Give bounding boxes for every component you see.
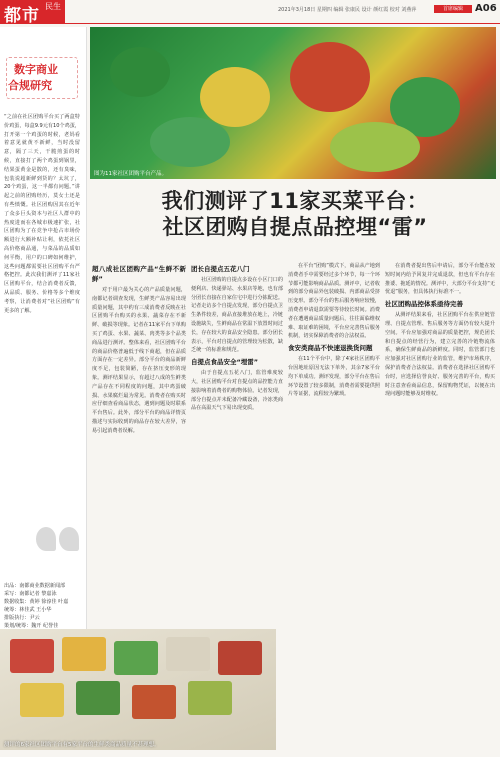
section-subtitle: 民生 [45,2,61,11]
column4-text-2: 从测评结果来看，社区团购平台在供应链管理、自提点管理、售后服务等方面仍有较大提升空间。平台应加强对商品的质量把控，规范团长和自提点的经营行为，建立完善的冷链物流体系，确保生鲜商品的新鲜度。同时，监管部门也应加强对社区团购行业的监管，维护市场秩序，保护消费者合法权益。消费者在选择社区团购平台时，应选择信誉良好、服务完善的平台，购买时注意查看商品信息，保留购物凭证，以便在出现问题时能够及时维权。 [385,312,495,398]
package-shape [218,641,262,675]
column1-subhead: 超八成社区团购产品“生鲜不新鲜” [92,265,186,283]
column2-text-2: 由于自提点五花八门，监管难度较大，社区团购平台对自提点的品控能力直接影响着消费者的购物体验。记者发现，部分自提点并未配备冷藏设备，冷冻类商品在高温天气下易出现变质。 [191,370,283,412]
page-header [0,0,500,24]
article-column-2 [191,262,283,622]
package-shape [132,685,176,719]
package-shape [10,639,54,673]
top-photo-caption: 图为11家社区团购平台产品。 [94,171,167,177]
quote-mark-icon [36,527,84,553]
issue-meta: 2021年3月18日 星期四 编辑 张康民 设计 颜红霞 校对 刘燕萍 [278,7,417,13]
section-title: 都市 [4,6,40,26]
column1-text: 对于用户最为关心的产品质量问题，南都记者调查发现，生鲜类产品容易出现质量问题，其中约有三成消费者反映在社区团购平台购买的水果、蔬菜存在不新鲜、破损等现象。记者在11家平台下单购买了鸡蛋、水果、蔬菜、肉类等多个品类商品进行测评。整体来看，社区团购平台的商品价格普遍低于线下商超，但在品质方面存在一定差异。部分平台的商品新鲜度不足，包装简陋，存在挤压变形的现象。测评结果显示，有超过八成的生鲜类产品存在不同程度的问题，其中鸡蛋破损、水果腐烂最为常见。消费者在购买时应仔细查看商品状态，遇到问题及时联系平台售后。此外，部分平台的商品详情页描述与实际收到的商品存在较大差异，容易引起消费者误解。 [92,287,186,434]
package-shape [62,637,106,671]
column3-text: 在平台“团购”模式下，商品从产地到消费者手中需要经过多个环节，每一个环节都可能影响商品品质。测评中，记者收到的部分商品外包装破损、内部商品受挤压变形。部分平台的售后服务响应较慢，消费者申请退款需要等待较长时间。消费者在遭遇商品质量问题后，往往面临维权难、取证难的困境，平台应完善售后服务机制，切实保障消费者的合法权益。 [288,263,380,340]
headline [95,188,495,240]
column3-text-2: 在11个平台中，除了4家社区团购平台因地址原因无法下单外，其余7家平台均下单成功。测评发现，部分平台在售后环节设置了较多限制，消费者需要提供照片等证据，流程较为繁琐。 [288,356,380,398]
produce-shape [150,117,230,167]
top-photo [90,27,496,179]
bottom-photo [0,629,276,750]
page-number: A06 [475,3,497,14]
column2-subhead: 团长自提点五花八门 [191,265,250,273]
headline-line2: 社区团购自提点品控埋“雷” [162,215,428,239]
header-rule [65,23,500,24]
produce-shape [110,47,170,97]
column2-text: 社区团购的自提点多设在小区门口的便利店、快递驿站、水果店等地，也有部分团长直接在自家住宅中进行分拣配送。记者走访多个自提点发现，部分自提点卫生条件较差，商品直接堆放在地上，冷链设施缺失，生鲜商品在常温下放置时间过长，存在较大的食品安全隐患。部分团长表示，平台对自提点的管理较为松散，缺乏统一的标准和规范。 [191,277,283,354]
article-column-3 [288,262,380,750]
article-column-4 [385,262,495,750]
package-shape [114,641,158,675]
bottom-photo-caption: 测评的6家社区团购平台有5家平台的生鲜类商品质量不甚理想。 [4,742,160,748]
produce-shape [200,67,270,127]
column3-subhead: 食安类商品不快速退换货问题 [288,344,373,353]
package-shape [188,681,232,715]
column2-subhead-2: 自提点食品安全“埋雷” [191,358,259,367]
editor-badge: 首席编辑 [434,5,472,13]
column-badge [4,55,80,107]
produce-shape [330,122,420,172]
package-shape [76,681,120,715]
produce-shape [290,42,370,112]
badge-line2: 合规研究 [8,79,52,92]
sidebar-commentary: “之前在社区团购平台买了两盒特价鸡蛋，每盒9.9元有10个鸡蛋，打开第一个鸡蛋的时候，老妈看着意见就黄不新鲜，当时没留意，隔了三天，干脆煎蛋的时候，直接打了两个鸡蛋到锅里，结果蛋黄金是散的，还有臭味，包装说超新鲜到货的？太坑了，20个鸡蛋，这一半都有问题。”讲起之前的团购经历，莫女士还是有些愤慨。社区团购因其在近年了众多巨头资本与社区人群中的热度进而在各城市极速扩张，社区团购为了在竞争中抢占市场份额进行大额补贴让利，依托社区高价格商品通，与菜品的品质如何平衡，用户的口碑如何维护，这些问题都需要社区团购平台严格把控。此次我们测评了11家社区团购平台，结合消费者反馈，从品质、服务、价格等多个维度考察，让消费者对“社区团购”有更多的了解。 [4,114,80,314]
package-shape [166,637,210,671]
headline-line1: 我们测评了11家买菜平台： [161,189,429,213]
package-shape [20,683,64,717]
credits: 出品：南都商业数据新闻部 采写：南都记者 黎嘉泳 数据收集：黄婷 徐淳佳 叶嘉 统筹：林佳武 王小华 排版执行：尹云 策划/统筹：魏开 纪誉佳 [4,583,69,629]
badge-line1: 数字商业 [14,63,58,76]
column4-subhead: 社区团购品控体系亟待完善 [385,300,463,309]
column4-text: 在消费者提出售后申请后，部分平台能在较短时间内给予回复并完成退款，但也有平台存在推诿、拖延的情况。测评中，大部分平台支持“无忧退”服务，但具体执行标准不一。 [385,263,495,296]
